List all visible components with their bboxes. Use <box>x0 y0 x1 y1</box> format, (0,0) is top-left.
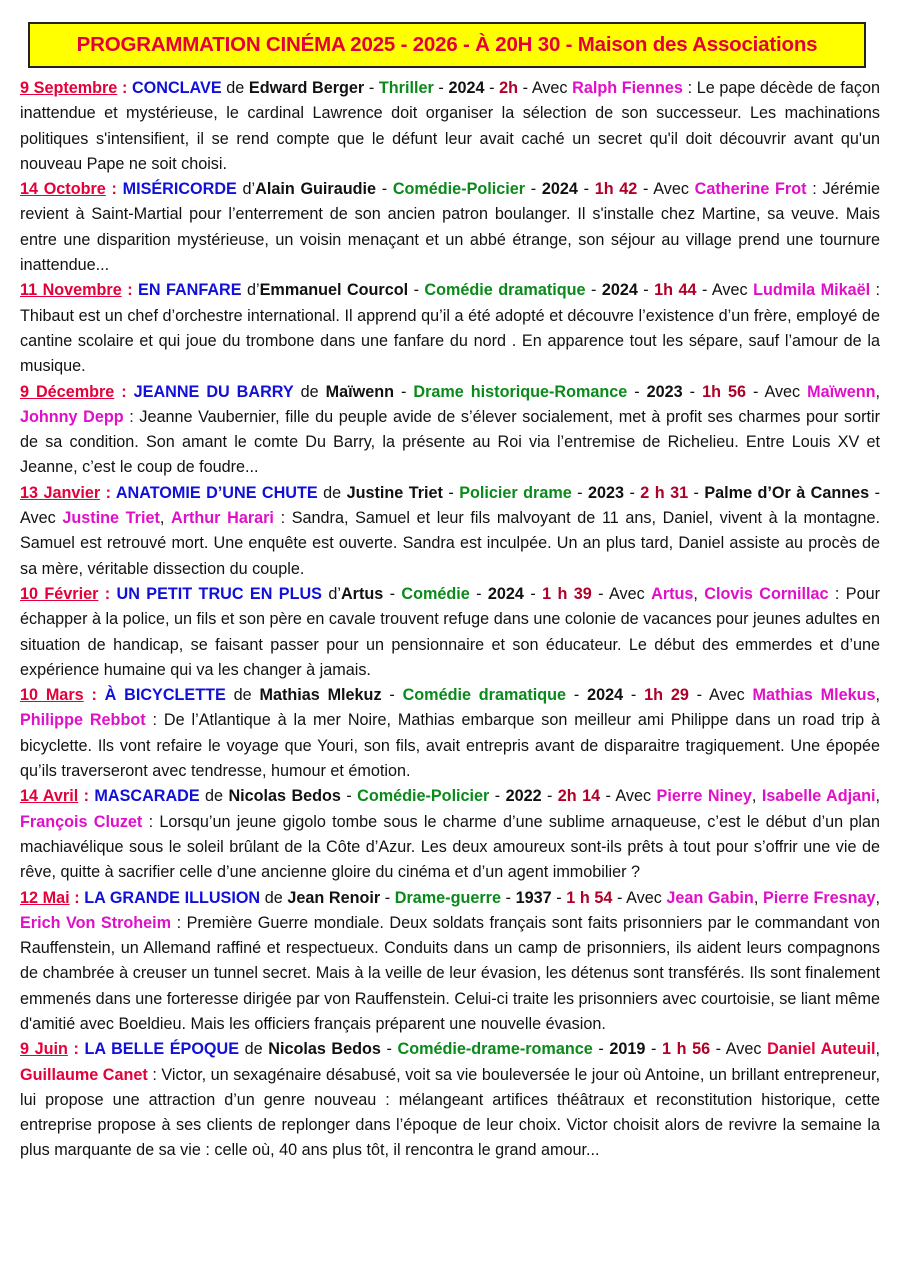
film-actor: Pierre Fresnay <box>762 888 876 907</box>
film-actor: Johnny Depp <box>20 407 124 426</box>
film-duration: 1 h 39 <box>542 584 592 603</box>
film-genre: Comédie-Policier <box>357 787 490 806</box>
program-entry: 10 Mars : À BICYCLETTE de Mathias Mlekuz - Comédie dramatique - 2024 - 1h 29 - Avec Mathias Mlekus, Philippe Rebbot : De l’Atlantique à la mer Noire, Mathias embarque son meilleur ami Philippe dans un road trip à bicyclette. Ils vont refaire le voyage que Youri, son fils, avait entrepris avant de disparaitre tragiquement. Une épopée qu’ils traverseront avec tendresse, humour et émotion. <box>20 686 880 781</box>
separator: : <box>69 888 85 907</box>
separator: : <box>83 686 105 705</box>
film-title: CONCLAVE <box>131 79 222 97</box>
director-prefix: d’ <box>242 180 256 199</box>
film-actor: Justine Triet <box>62 509 160 528</box>
film-title: MASCARADE <box>94 787 200 806</box>
film-genre: Drame-guerre <box>394 888 501 907</box>
film-genre: Policier drame <box>459 483 572 502</box>
film-year: 2024 <box>587 686 624 705</box>
film-genre: Comédie-Policier <box>392 180 526 199</box>
film-year: 2019 <box>609 1040 646 1059</box>
avec-label: Avec <box>725 1040 762 1059</box>
avec-label: Avec <box>609 584 645 603</box>
program-entry: 11 Novembre : EN FANFARE d’Emmanuel Courcol - Comédie dramatique - 2024 - 1h 44 - Avec Ludmila Mikaël : Thibaut est un chef d’orchestre international. Il apprend qu’il a été adopté et découvre l’existence d’un frère, employé de cantine scolaire et qui joue du trombone dans une fanfare du nord . En apparence tout les sépare, sauf l’amour de la musique. <box>20 281 881 376</box>
avec-label: Avec <box>764 382 801 401</box>
film-synopsis: Thibaut est un chef d’orchestre international. Il apprend qu’il a été adopté et découvre l’existence d’un frère, employé de cantine scolaire et qui joue du trombone dans une fanfare du nord . En apparence tout les sépare, sauf l’amour de la musique. <box>20 306 880 376</box>
film-title: À BICYCLETTE <box>104 686 226 705</box>
film-title: LA GRANDE ILLUSION <box>84 888 261 907</box>
separator: : <box>117 79 132 97</box>
page-title: PROGRAMMATION CINÉMA 2025 - 2026 - À 20H 30 - Maison des Associations <box>76 33 818 56</box>
entry-date: 11 Novembre <box>20 281 122 300</box>
film-duration: 1 h 54 <box>566 888 613 907</box>
program-entry: 14 Octobre : MISÉRICORDE d’Alain Guiraudie - Comédie-Policier - 2024 - 1h 42 - Avec Catherine Frot : Jérémie revient à Saint-Martial pour l’enterrement de son ancien patron boulanger. Il s'installe chez Martine, sa veuve. Mais entre une disparition mystérieuse, un voisin menaçant et un abbé étrange, son séjour au village prend une tournure inattendue... <box>20 180 880 275</box>
film-actor: Ralph Fiennes <box>572 79 683 97</box>
director-prefix: d’ <box>328 584 341 603</box>
avec-label: Avec <box>531 79 568 97</box>
film-director: Edward Berger <box>248 79 365 97</box>
program-list <box>20 76 880 1164</box>
separator: : <box>100 483 116 502</box>
film-year: 2024 <box>448 79 485 97</box>
director-prefix: de <box>264 888 283 907</box>
separator: : <box>67 1040 85 1059</box>
film-actor: Artus <box>651 584 694 603</box>
film-title: EN FANFARE <box>138 281 242 300</box>
film-director: Nicolas Bedos <box>228 787 341 806</box>
director-prefix: de <box>226 79 245 97</box>
film-year: 2023 <box>588 483 625 502</box>
program-entry: 10 Février : UN PETIT TRUC EN PLUS d’Artus - Comédie - 2024 - 1 h 39 - Avec Artus, Clovis Cornillac : Pour échapper à la police, un fils et son père en cavale trouvent refuge dans une colonie de vacances pour jeunes adultes en situation de handicap, se faisant passer pour un pensionnaire et son éducateur. Le début des emmerdes et d’une expérience humaine qui va les changer à jamais. <box>20 584 880 679</box>
director-prefix: de <box>205 787 224 806</box>
program-entry: 9 Décembre : JEANNE DU BARRY de Maïwenn - Drame historique-Romance - 2023 - 1h 56 - Avec Maïwenn, Johnny Depp : Jeanne Vaubernier, fille du peuple avide de s’élever socialement, met à profit ses charmes pour sortir de sa condition. Son amant le comte Du Barry, la présente au Roi via l’entremise de Richelieu. Entre Louis XV et Jeanne, c’est le coup de foudre... <box>20 382 880 477</box>
separator: : <box>105 180 123 199</box>
film-actor: Jean Gabin <box>666 888 754 907</box>
entry-date: 9 Juin <box>20 1040 68 1059</box>
film-synopsis: Lorsqu’un jeune gigolo tombe sous le charme d’une sublime arnaqueuse, c’est le début d’un plan machiavélique sous le soleil brûlant de la Côte d’Azur. Les deux amoureux sont-ils prêts à tout pour s’offrir une vie de rêve, quitte à sacrifier celle d’une ancienne gloire du cinéma et d’un agent immobilier ? <box>20 812 880 882</box>
film-actor: Ludmila Mikaël <box>753 281 871 300</box>
film-duration: 2h 14 <box>557 787 601 806</box>
separator: : <box>98 584 117 603</box>
program-entry: 13 Janvier : ANATOMIE D’UNE CHUTE de Justine Triet - Policier drame - 2023 - 2 h 31 - Palme d’Or à Cannes - Avec Justine Triet, Arthur Harari : Sandra, Samuel et leur fils malvoyant de 11 ans, Daniel, vivent à la montagne. Samuel est retrouvé mort. Une enquête est ouverte. Sandra est inculpée. Un an plus tard, Daniel assiste au procès de sa mère, véritable dissection du couple. <box>20 483 881 578</box>
film-synopsis: Victor, un sexagénaire désabusé, voit sa vie bouleversée le jour où Antoine, un brillant entrepreneur, lui propose une attraction d’un genre nouveau : mélangeant artifices théâtraux et reconstitution historique, cette entreprise propose à ses clients de replonger dans l’époque de leur choix. Victor choisit alors de revivre la semaine la plus marquante de sa vie : celle où, 40 ans plus tôt, il rencontra le grand amour... <box>20 1065 881 1160</box>
film-genre: Comédie <box>401 584 470 603</box>
film-synopsis: Le pape décède de façon inattendue et mystérieuse, le cardinal Lawrence doit organiser la sélection de son successeur. Les machinations politiques s'intensifient, il se rend compte que le défunt leur avait caché un secret qu'il doit découvrir avant qu'un nouveau Pape ne soit choisi. <box>20 79 880 173</box>
avec-label: Avec <box>20 509 56 528</box>
film-title: JEANNE DU BARRY <box>133 382 294 401</box>
film-duration: 1h 42 <box>594 180 638 199</box>
film-director: Maïwenn <box>325 382 395 401</box>
film-director: Jean Renoir <box>287 888 381 907</box>
film-year: 1937 <box>515 888 552 907</box>
avec-label: Avec <box>709 686 745 705</box>
film-synopsis: Sandra, Samuel et leur fils malvoyant de 11 ans, Daniel, vivent à la montagne. Samuel est retrouvé mort. Une enquête est ouverte. Sandra est inculpée. Un an plus tard, Daniel assiste au procès de sa mère, véritable dissection du couple. <box>20 509 881 578</box>
film-synopsis: Jeanne Vaubernier, fille du peuple avide de s’élever socialement, met à profit ses charmes pour sortir de sa condition. Son amant le comte Du Barry, la présente au Roi via l’entremise de Richelieu. Entre Louis XV et Jeanne, c’est le coup de foudre... <box>20 407 880 477</box>
film-duration: 1h 56 <box>702 382 746 401</box>
film-director: Nicolas Bedos <box>268 1040 381 1059</box>
film-director: Alain Guiraudie <box>255 180 376 199</box>
film-director: Justine Triet <box>346 483 443 502</box>
avec-label: Avec <box>626 888 662 907</box>
film-title: LA BELLE ÉPOQUE <box>84 1040 240 1059</box>
film-duration: 1h 29 <box>644 686 689 705</box>
director-prefix: de <box>300 382 319 401</box>
entry-date: 10 Mars <box>20 686 84 705</box>
film-year: 2024 <box>601 281 638 300</box>
film-year: 2024 <box>487 584 524 603</box>
program-entry: 9 Juin : LA BELLE ÉPOQUE de Nicolas Bedos - Comédie-drame-romance - 2019 - 1 h 56 - Avec Daniel Auteuil, Guillaume Canet : Victor, un sexagénaire désabusé, voit sa vie bouleversée le jour où Antoine, un brillant entrepreneur, lui propose une attraction d’un genre nouveau : mélangeant artifices théâtraux et reconstitution historique, cette entreprise propose à ses clients de replonger dans l’époque de leur choix. Victor choisit alors de revivre la semaine la plus marquante de sa vie : celle où, 40 ans plus tôt, il rencontra le grand amour... <box>20 1040 881 1160</box>
film-year: 2023 <box>646 382 683 401</box>
entry-date: 12 Mai <box>20 888 70 907</box>
header-banner <box>28 22 866 68</box>
program-entry: 9 Septembre : CONCLAVE de Edward Berger - Thriller - 2024 - 2h - Avec Ralph Fiennes : Le pape décède de façon inattendue et mystérieuse, le cardinal Lawrence doit organiser la sélection de son successeur. Les machinations politiques s'intensifient, il se rend compte que le défunt leur avait caché un secret qu'il doit découvrir avant qu'un nouveau Pape ne soit choisi. <box>20 79 880 173</box>
film-actor: Philippe Rebbot <box>20 711 146 730</box>
film-title: ANATOMIE D’UNE CHUTE <box>115 483 318 502</box>
film-synopsis: Première Guerre mondiale. Deux soldats français sont faits prisonniers par le commandant von Rauffenstein, un Allemand raffiné et respectueux. Conduits dans un camp de prisonniers, ils aident leurs compagnons de chambrée à creuser un tunnel secret. Mais à la veille de leur évasion, les détenus sont transférés. Ils sont finalement emmenés dans une forteresse dirigée par von Rauffenstein. Celui-ci traite les prisonniers avec courtoisie, se liant même d'amitié avec Boeldieu. Mais les officiers français préparent une nouvelle évasion. <box>20 913 880 1033</box>
film-actor: Daniel Auteuil <box>767 1040 876 1059</box>
separator: : <box>78 787 95 806</box>
film-synopsis: Pour échapper à la police, un fils et son père en cavale trouvent refuge dans une colonie de vacances pour jeunes adultes en situation de handicap, se faisant passer pour un pensionnaire et son éducateur. Le début des emmerdes et d’une expérience humaine qui va les changer à jamais. <box>20 584 880 679</box>
film-actor: Clovis Cornillac <box>704 584 829 603</box>
film-actor: Guillaume Canet <box>20 1065 148 1084</box>
entry-date: 13 Janvier <box>20 483 101 502</box>
avec-label: Avec <box>653 180 689 199</box>
film-director: Artus <box>340 584 384 603</box>
separator: : <box>114 382 134 401</box>
film-duration: 1h 44 <box>654 281 697 300</box>
film-synopsis: Jérémie revient à Saint-Martial pour l’enterrement de son ancien patron boulanger. Il s'installe chez Martine, sa veuve. Mais entre une disparition mystérieuse, un voisin menaçant et un abbé étrange, son séjour au village prend une tournure inattendue... <box>20 180 880 275</box>
film-duration: 2h <box>499 79 519 97</box>
film-actor: Arthur Harari <box>171 509 274 528</box>
director-prefix: de <box>244 1040 263 1059</box>
film-title: MISÉRICORDE <box>122 180 237 199</box>
director-prefix: d’ <box>247 281 260 300</box>
director-prefix: de <box>233 686 252 705</box>
film-director: Emmanuel Courcol <box>259 281 409 300</box>
entry-date: 14 Octobre <box>20 180 106 199</box>
program-entry: 12 Mai : LA GRANDE ILLUSION de Jean Renoir - Drame-guerre - 1937 - 1 h 54 - Avec Jean Gabin, Pierre Fresnay, Erich Von Stroheim : Première Guerre mondiale. Deux soldats français sont faits prisonniers par le commandant von Rauffenstein, un Allemand raffiné et respectueux. Conduits dans un camp de prisonniers, ils aident leurs compagnons de chambrée à creuser un tunnel secret. Mais à la veille de leur évasion, les détenus sont transférés. Ils sont finalement emmenés dans une forteresse dirigée par von Rauffenstein. Celui-ci traite les prisonniers avec courtoisie, se liant même d'amitié avec Boeldieu. Mais les officiers français préparent une nouvelle évasion. <box>20 888 881 1033</box>
film-actor: Pierre Niney <box>656 787 752 806</box>
film-title: UN PETIT TRUC EN PLUS <box>116 584 322 603</box>
entry-date: 9 Septembre <box>20 79 118 97</box>
program-entry: 14 Avril : MASCARADE de Nicolas Bedos - Comédie-Policier - 2022 - 2h 14 - Avec Pierre Niney, Isabelle Adjani, François Cluzet : Lorsqu’un jeune gigolo tombe sous le charme d’une sublime arnaqueuse, c’est le début d’un plan machiavélique sous le soleil brûlant de la Côte d’Azur. Les deux amoureux sont-ils prêts à tout pour s’offrir une vie de rêve, quitte à sacrifier celle d’une ancienne gloire du cinéma et d’un agent immobilier ? <box>20 787 880 882</box>
film-genre: Comédie dramatique <box>424 281 586 300</box>
film-actor: Erich Von Stroheim <box>20 913 172 932</box>
entry-date: 10 Février <box>20 584 99 603</box>
film-synopsis: De l’Atlantique à la mer Noire, Mathias embarque son meilleur ami Philippe dans un road trip à bicyclette. Ils vont refaire le voyage que Youri, son fils, avait entrepris avant de disparaitre tragiquement. Une épopée qu’ils traverseront avec tendresse, humour et émotion. <box>20 711 880 781</box>
film-award: Palme d’Or à Cannes <box>704 483 870 502</box>
film-actor: Maïwenn <box>807 382 876 401</box>
entry-date: 9 Décembre <box>20 382 115 401</box>
film-actor: Isabelle Adjani <box>761 787 876 806</box>
film-actor: Mathias Mlekus <box>752 686 876 705</box>
film-duration: 1 h 56 <box>661 1040 711 1059</box>
film-duration: 2 h 31 <box>640 483 689 502</box>
director-prefix: de <box>323 483 342 502</box>
film-genre: Comédie dramatique <box>402 686 567 705</box>
film-genre: Thriller <box>378 79 434 97</box>
film-genre: Comédie-drame-romance <box>397 1040 593 1059</box>
entry-date: 14 Avril <box>20 787 79 806</box>
avec-label: Avec <box>615 787 652 806</box>
separator: : <box>121 281 139 300</box>
film-actor: François Cluzet <box>20 812 143 831</box>
film-year: 2022 <box>505 787 542 806</box>
avec-label: Avec <box>711 281 748 300</box>
film-director: Mathias Mlekuz <box>259 686 382 705</box>
film-genre: Drame historique-Romance <box>413 382 628 401</box>
film-actor: Catherine Frot <box>694 180 807 199</box>
film-year: 2024 <box>541 180 578 199</box>
